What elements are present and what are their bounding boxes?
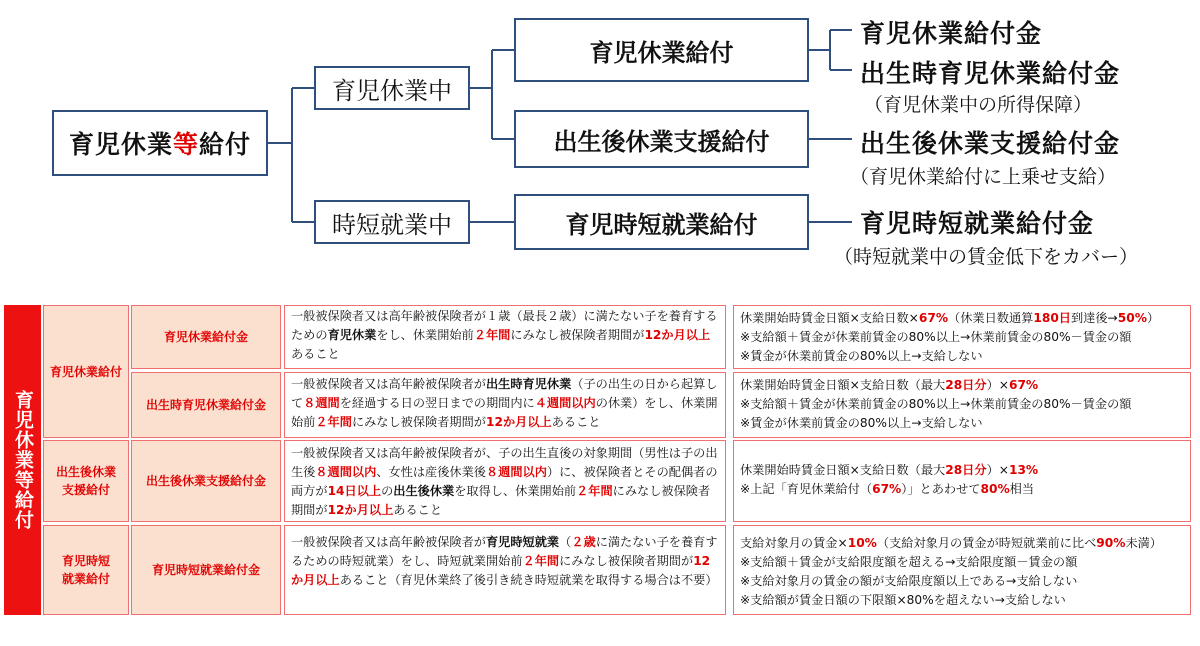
benefit-segment: 50% <box>1117 311 1147 325</box>
row-benefit-1 <box>733 305 1191 369</box>
row-name-2: 出生時育児休業給付金 <box>145 398 266 412</box>
benefit-box-shorthours <box>514 194 809 250</box>
row-benefit-4 <box>733 525 1191 615</box>
benefit-segment: 支給対象月の賃金× <box>740 536 848 550</box>
requirement-segment: 出生時育児休業 <box>486 377 572 391</box>
requirement-segment: 育児時短就業 <box>486 535 560 549</box>
requirement-segment: を経過する日の翌日までの期間内に <box>339 396 535 410</box>
benefit-line <box>740 414 1184 433</box>
row-name-3: 出生後休業支援給付金 <box>145 474 266 488</box>
benefit-segment: ※支給額＋賃金が休業前賃金の80%以上→休業前賃金の80%－賃金の額 <box>740 397 1132 411</box>
benefit-segment: ）」とあわせて <box>901 482 981 496</box>
requirement-segment: ８週間以内 <box>486 465 547 479</box>
requirement-segment: ２年間 <box>315 415 352 429</box>
row-name-4: 育児時短就業給付金 <box>151 563 260 577</box>
benefit-box-childcare <box>514 18 809 82</box>
mid-box-childcare-leave <box>314 66 470 110</box>
requirement-segment: にみなし被保険者期間が <box>291 484 711 517</box>
benefit-segment: 80% <box>980 482 1010 496</box>
requirement-segment: 一般被保険者又は高年齢被保険者が <box>291 377 486 391</box>
outcome-shorthours-allowance: 育児時短就業給付金 <box>860 209 1095 238</box>
benefit-segment: 到達後→ <box>1071 311 1118 325</box>
benefit-segment: （支給対象月の賃金が時短就業前に比べ <box>876 536 1097 550</box>
group-cell-postbirth <box>43 440 129 522</box>
requirement-segment: あること <box>551 415 601 429</box>
outcome-note-3: （時短就業中の賃金低下をカバー） <box>834 246 1139 268</box>
row-name-cell-1 <box>131 305 281 369</box>
row-requirement-3 <box>284 440 726 522</box>
mid-label-short-hours: 時短就業中 <box>332 210 452 239</box>
requirement-segment: 12か月以上 <box>291 554 711 587</box>
benefit-box-postbirth <box>514 110 809 168</box>
benefit-segment: 67% <box>872 482 902 496</box>
benefit-line <box>740 461 1184 480</box>
benefit-segment: ※支給額＋賃金が休業前賃金の80%以上→休業前賃金の80%－賃金の額 <box>740 330 1132 344</box>
benefit-segment: 67% <box>918 311 949 325</box>
requirement-segment: に満たない子を養育するための時短就業）をし、時短就業開始前 <box>291 535 718 568</box>
row-benefit-3 <box>733 440 1191 522</box>
benefit-line <box>740 328 1184 347</box>
requirement-segment: 一般被保険者又は高年齢被保険者が <box>291 535 486 549</box>
outcome-childcare-allowance: 育児休業給付金 <box>860 19 1043 48</box>
benefit-label-childcare: 育児休業給付 <box>589 38 734 67</box>
row-requirement-2 <box>284 372 726 438</box>
benefit-label-postbirth: 出生後休業支援給付 <box>553 127 770 156</box>
outcome-birth-childcare-allowance: 出生時育児休業給付金 <box>860 59 1121 88</box>
requirement-segment: あること <box>291 347 340 361</box>
requirement-segment: 出生後休業 <box>393 484 455 498</box>
requirement-segment: 12か月以上 <box>327 503 394 517</box>
requirement-segment: を取得し、休業開始前 <box>454 484 577 498</box>
benefit-segment: 67% <box>1008 378 1039 392</box>
table-side-label-text: 育児休業等給付 <box>12 390 34 530</box>
benefit-segment: ）× <box>986 378 1009 392</box>
benefit-segment: ※支給額＋賃金が支給限度額を超える→支給限度額－賃金の額 <box>740 555 1078 569</box>
benefit-line <box>740 534 1184 553</box>
requirement-segment: あること（育児休業終了後引き続き時短就業を取得する場合は不要） <box>339 573 718 587</box>
mid-label-childcare-leave: 育児休業中 <box>332 76 452 105</box>
row-name-cell-4 <box>131 525 281 615</box>
outcome-postbirth-allowance: 出生後休業支援給付金 <box>860 129 1121 158</box>
benefit-line <box>740 309 1184 328</box>
benefit-segment: （休業日数通算 <box>948 311 1034 325</box>
requirement-segment: 一般被保険者又は高年齢被保険者が１歳（最長２歳）に満たない子を養育するための <box>291 309 718 342</box>
requirement-segment: 、女性は産後休業後 <box>376 465 486 479</box>
requirement-segment: 12か月以上 <box>486 415 552 429</box>
requirement-segment: ２歳 <box>571 535 596 549</box>
benefit-segment: 13% <box>1008 463 1039 477</box>
requirement-segment: ８週間 <box>303 396 340 410</box>
mid-box-short-hours <box>314 200 470 244</box>
group-label-shorthours: 育児時短 就業給付 <box>61 554 110 586</box>
group-label-postbirth: 出生後休業 支援給付 <box>55 465 116 497</box>
group-cell-childcare <box>43 305 129 438</box>
benefit-segment: 10% <box>847 536 877 550</box>
benefit-segment: ） <box>1146 311 1160 325</box>
benefit-line <box>740 572 1184 591</box>
requirement-segment: にみなし被保険者期間が <box>351 415 486 429</box>
benefit-segment: 28日分 <box>945 378 987 392</box>
row-name-cell-3 <box>131 440 281 522</box>
requirement-segment: にみなし被保険者期間が <box>559 554 694 568</box>
benefit-segment: 休業開始時賃金日額×支給日数（最大 <box>740 463 946 477</box>
requirement-segment: ８週間以内 <box>315 465 377 479</box>
requirement-segment: ２年間 <box>473 328 511 342</box>
table-side-label <box>4 305 41 615</box>
benefit-line <box>740 395 1184 414</box>
benefit-line <box>740 553 1184 572</box>
root-label-post: 給付 <box>199 130 252 159</box>
benefit-line <box>740 591 1184 610</box>
benefit-segment: ※支給額が賃金日額の下限額×80%を超えない→支給しない <box>740 593 1066 607</box>
requirement-segment: ）に、被保険者とその配偶者の両方が <box>291 465 718 498</box>
row-name-1: 育児休業給付金 <box>163 330 248 344</box>
requirement-segment: 一般被保険者又は高年齢被保険者が、子の出生直後の対象期間（男性は子の出生後 <box>291 446 718 479</box>
group-cell-shorthours <box>43 525 129 615</box>
row-requirement-4 <box>284 525 726 615</box>
benefit-segment: 休業開始時賃金日額×支給日数（最大 <box>740 378 946 392</box>
requirement-segment: ２年間 <box>576 484 613 498</box>
root-label-pre: 育児休業 <box>68 130 173 159</box>
row-name-cell-2 <box>131 372 281 438</box>
requirement-segment: あること <box>393 503 443 517</box>
requirement-segment: （子の出生の日から起算して <box>291 377 718 410</box>
benefit-line <box>740 480 1184 499</box>
requirement-segment: 14日以上 <box>327 484 382 498</box>
benefit-segment: 28日分 <box>945 463 987 477</box>
outcome-note-2: （育児休業給付に上乗せ支給） <box>850 166 1117 188</box>
benefit-segment: 未満） <box>1125 536 1162 550</box>
benefit-segment: ※上記「育児休業給付（ <box>740 482 873 496</box>
benefit-segment: ※賃金が休業前賃金の80%以上→支給しない <box>740 416 983 430</box>
benefit-segment: 休業開始時賃金日額×支給日数× <box>740 311 919 325</box>
benefit-segment: ※賃金が休業前賃金の80%以上→支給しない <box>740 349 983 363</box>
benefit-segment: 180日 <box>1033 311 1071 325</box>
benefit-line <box>740 376 1184 395</box>
root-box <box>52 110 268 176</box>
requirement-segment: にみなし被保険者期間が <box>510 328 645 342</box>
benefit-segment: ）× <box>986 463 1009 477</box>
outcome-note-1: （育児休業中の所得保障） <box>864 94 1093 116</box>
requirement-segment: 12か月以上 <box>644 328 711 342</box>
requirement-segment: ４週間以内 <box>534 396 596 410</box>
requirement-segment: の休業）をし、休業開始前 <box>291 396 718 429</box>
requirement-segment: をし、休業開始前 <box>376 328 474 342</box>
requirement-segment: ２年間 <box>522 554 560 568</box>
row-benefit-2 <box>733 372 1191 438</box>
requirement-segment: の <box>381 484 394 498</box>
benefit-label-shorthours: 育児時短就業給付 <box>565 210 758 239</box>
benefit-segment: ※支給対象月の賃金の額が支給限度額以上である→支給しない <box>740 574 1078 588</box>
benefit-segment: 相当 <box>1009 482 1035 496</box>
root-label-highlight: 等 <box>172 130 199 159</box>
row-requirement-1 <box>284 305 726 369</box>
requirement-segment: （ <box>559 535 572 549</box>
requirement-segment: 育児休業 <box>327 328 377 342</box>
benefit-segment: 90% <box>1096 536 1126 550</box>
group-label-childcare: 育児休業給付 <box>49 364 122 379</box>
benefit-line <box>740 347 1184 366</box>
